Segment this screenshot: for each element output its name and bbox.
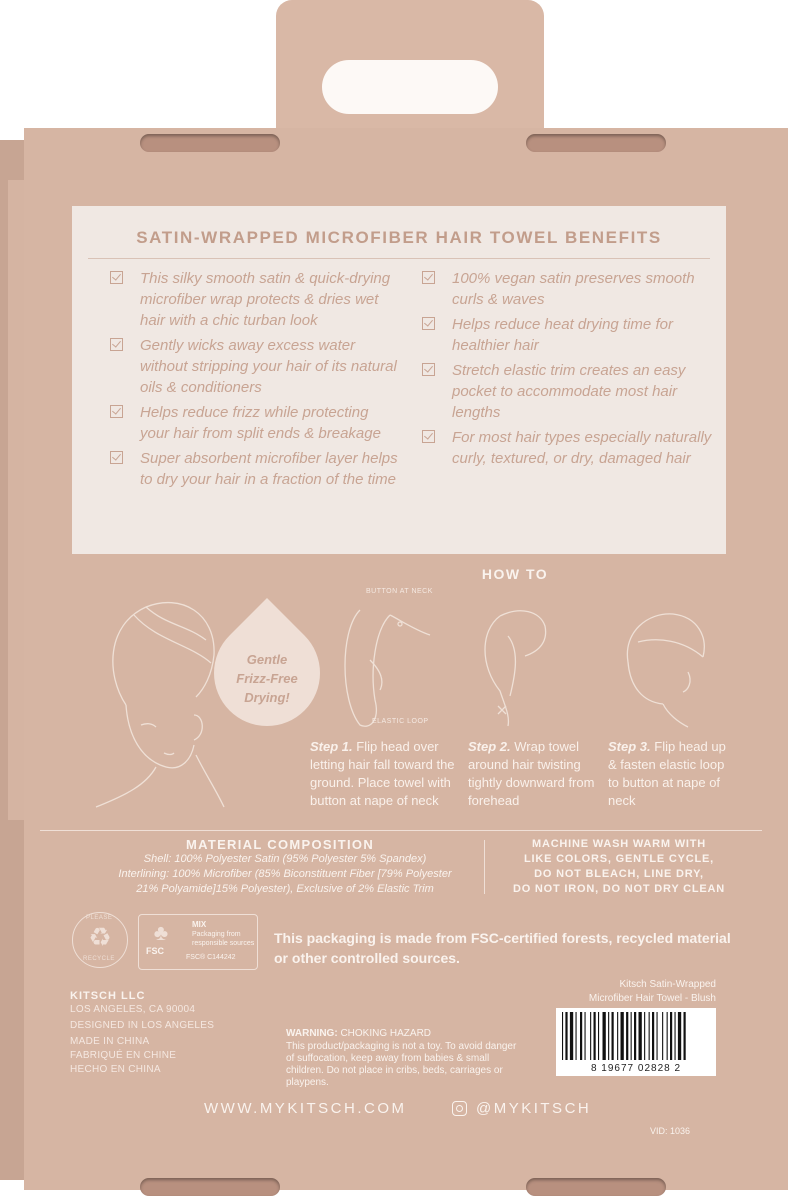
care-line-3: DO NOT BLEACH, LINE DRY, [534, 868, 704, 880]
benefit-item: Gently wicks away excess water without stripping your hair of its natural oils & conditioners [110, 335, 400, 398]
badge-text: Gentle Frizz-Free Drying! [236, 652, 298, 705]
fsc-brand: FSC [146, 946, 164, 956]
recycle-top-text: PLEASE [86, 915, 113, 921]
checkbox-icon [110, 271, 123, 284]
barcode-bar [570, 1012, 573, 1060]
barcode-bars [556, 1012, 716, 1064]
barcode-bar [670, 1012, 672, 1060]
care-line-2: LIKE COLORS, GENTLE CYCLE, [523, 853, 715, 865]
barcode-bar [594, 1012, 596, 1060]
warning-body: This product/packaging is not a toy. To avoid danger of suffocation, keep away from babies & small children. Do not place in cribs, beds, carriages or playpens. [286, 1041, 517, 1088]
care-line-1: MACHINE WASH WARM WITH [531, 838, 707, 850]
benefit-item: This silky smooth satin & quick-drying microfiber wrap protects & dries wet hair with a chic turban look [110, 268, 400, 331]
barcode-bar [626, 1012, 628, 1060]
recycle-icon: ♻ [88, 922, 112, 952]
barcode-bar [598, 1012, 599, 1060]
checkbox-icon [422, 363, 435, 376]
company-city: LOS ANGELES, CA 90004 [70, 1004, 196, 1015]
recycle-bottom-text: RECYCLE [83, 956, 115, 962]
barcode-bar [634, 1012, 636, 1060]
woman-turban-illustration [86, 585, 226, 810]
barcode-bar [621, 1012, 624, 1060]
checkbox-icon [422, 317, 435, 330]
website-link[interactable]: WWW.MYKITSCH.COM [204, 1100, 407, 1117]
checkbox-icon [110, 451, 123, 464]
made-in-fr: FABRIQUÉ EN CHINE [70, 1050, 177, 1061]
fsc-line-2: responsible sources [192, 940, 255, 947]
howto-step-2: Step 2. Wrap towel around hair twisting tightly downward from forehead [468, 739, 595, 808]
fsc-mix: MIX [192, 920, 207, 929]
barcode-bar [590, 1012, 591, 1060]
fsc-line-1: Packaging from [192, 931, 241, 938]
barcode-bar [657, 1012, 658, 1060]
checkbox-icon [422, 271, 435, 284]
barcode-bar [649, 1012, 650, 1060]
box-slot-top-right [526, 134, 666, 152]
barcode-bar [617, 1012, 618, 1060]
benefit-item: Super absorbent microfiber layer helps to dry your hair in a fraction of the time [110, 448, 400, 490]
box-slot-top-left [140, 134, 280, 152]
barcode-bar [585, 1012, 586, 1060]
checkbox-icon [422, 430, 435, 443]
barcode-bar [631, 1012, 632, 1060]
instagram-handle[interactable]: @MYKITSCH [476, 1100, 592, 1117]
barcode-bar [580, 1012, 582, 1060]
checkbox-icon [110, 405, 123, 418]
instagram-icon [452, 1101, 467, 1116]
benefits-left-column [110, 268, 400, 494]
benefit-item: For most hair types especially naturally curly, textured, or dry, damaged hair [422, 427, 712, 469]
button-at-neck-label: BUTTON AT NECK [366, 588, 433, 595]
benefits-panel [72, 206, 726, 554]
elastic-loop-label: ELASTIC LOOP [372, 718, 429, 725]
fsc-code: FSC® C144242 [186, 954, 236, 961]
fsc-statement: This packaging is made from FSC-certified forests, recycled material or other controlled sources. [274, 930, 731, 966]
howto-step-3: Step 3. Flip head up & fasten elastic loop to button at nape of neck [608, 739, 726, 808]
hang-hole [322, 60, 498, 114]
material-interlining-1: Interlining: 100% Microfiber (85% Biconstituent Fiber [79% Polyester [118, 868, 452, 880]
barcode-bar [565, 1012, 567, 1060]
benefit-item: Helps reduce frizz while protecting your hair from split ends & breakage [110, 402, 400, 444]
benefits-divider [88, 258, 710, 259]
checkbox-icon [110, 338, 123, 351]
company-name: KITSCH LLC [70, 990, 146, 1002]
barcode-digits: 8 19677 02828 2 [590, 1063, 682, 1074]
barcode-bar [644, 1012, 645, 1060]
material-interlining-2: 21% Polyamide]15% Polyester), Exclusive of 2% Elastic Trim [136, 883, 434, 895]
barcode-bar [603, 1012, 606, 1060]
step2-illustration [470, 596, 580, 731]
barcode-bar [608, 1012, 609, 1060]
barcode-bar [662, 1012, 663, 1060]
fsc-tree-icon: ♣ [153, 920, 169, 945]
barcode-bar [678, 1012, 681, 1060]
step1-illustration [330, 590, 450, 735]
barcode-bar [652, 1012, 654, 1060]
benefit-item: 100% vegan satin preserves smooth curls & waves [422, 268, 712, 310]
box-slot-bottom-left [140, 1178, 280, 1196]
benefit-item: Stretch elastic trim creates an easy pocket to accommodate most hair lengths [422, 360, 712, 423]
material-title: MATERIAL COMPOSITION [185, 837, 375, 852]
product-name: Kitsch Satin-Wrapped Microfiber Hair Towel - Blush [588, 979, 716, 1004]
vendor-id: VID: 1036 [650, 1126, 691, 1136]
barcode-bar [684, 1012, 686, 1060]
barcode-bar [562, 1012, 563, 1060]
designed-in: DESIGNED IN LOS ANGELES [70, 1020, 215, 1031]
barcode-bar [612, 1012, 614, 1060]
section-divider [40, 830, 762, 831]
benefits-title: SATIN-WRAPPED MICROFIBER HAIR TOWEL BENEFITS [136, 228, 662, 247]
care-line-4: DO NOT IRON, DO NOT DRY CLEAN [512, 883, 726, 895]
barcode [556, 1008, 716, 1076]
howto-title: HOW TO [481, 566, 549, 582]
made-in-es: HECHO EN CHINA [70, 1064, 161, 1075]
barcode-bar [576, 1012, 577, 1060]
barcode-bar [667, 1012, 668, 1060]
benefit-item: Helps reduce heat drying time for healthier hair [422, 314, 712, 356]
material-shell: Shell: 100% Polyester Satin (95% Polyester 5% Spandex) [143, 853, 427, 865]
howto-step-1: Step 1. Flip head over letting hair fall toward the ground. Place towel with button at nape of neck [310, 739, 455, 808]
made-in-en: MADE IN CHINA [70, 1036, 150, 1047]
step3-illustration [608, 602, 718, 732]
box-slot-bottom-right [526, 1178, 666, 1196]
barcode-bar [639, 1012, 642, 1060]
barcode-bar [675, 1012, 676, 1060]
warning-title: WARNING: CHOKING HAZARD [286, 1028, 432, 1039]
benefits-right-column [422, 268, 712, 473]
